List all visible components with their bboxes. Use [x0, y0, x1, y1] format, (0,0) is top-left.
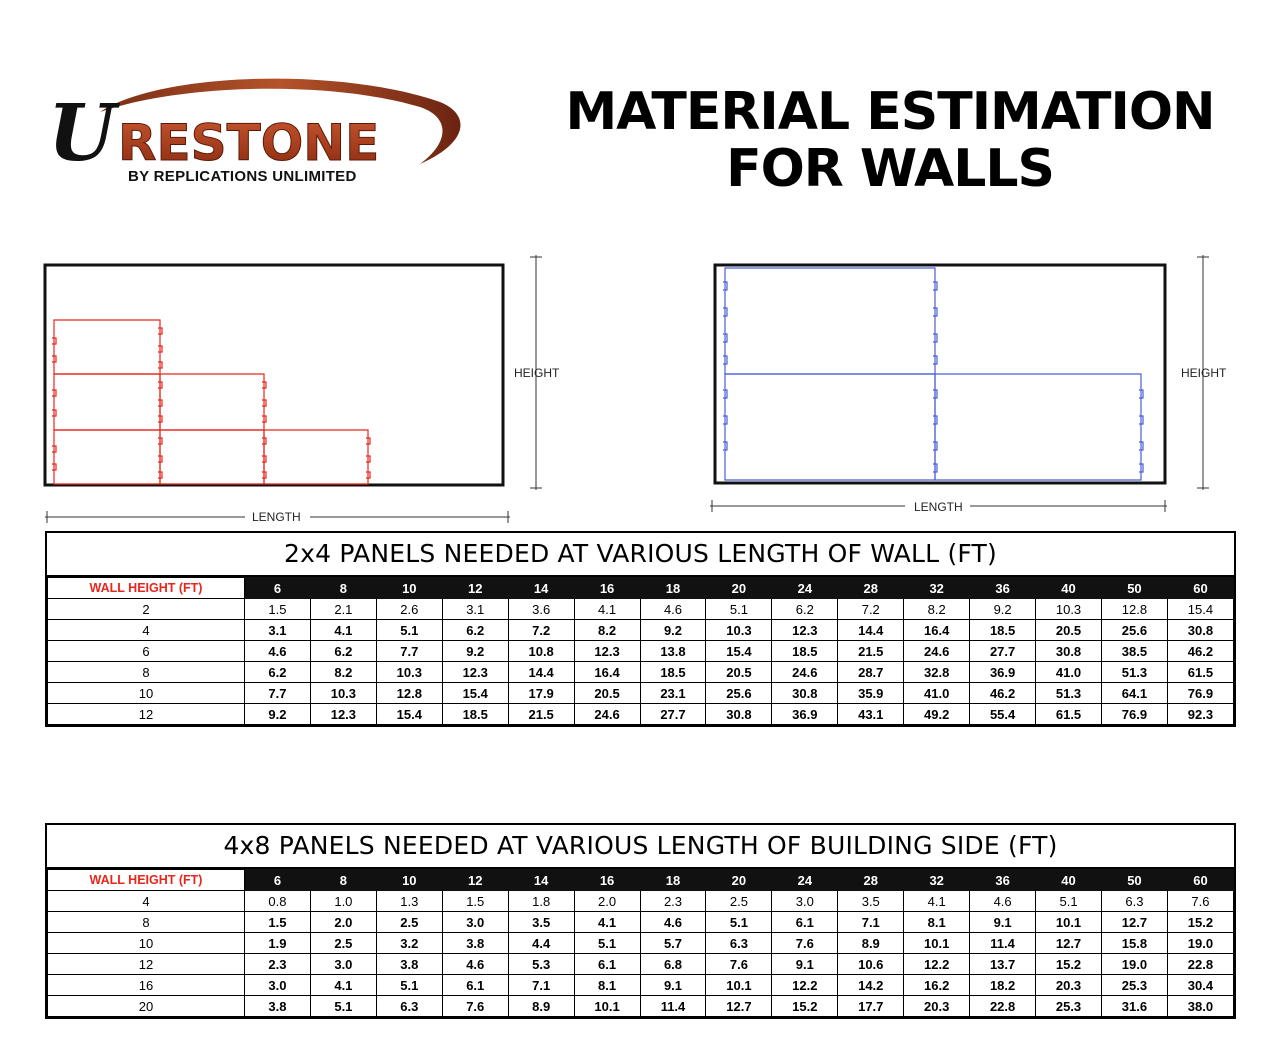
- panel-count-cell: 6.2: [772, 599, 838, 620]
- panel-count-cell: 3.8: [245, 996, 311, 1017]
- panel-count-cell: 5.7: [640, 933, 706, 954]
- wall-height-cell: 10: [48, 933, 245, 954]
- brand-logo: [40, 72, 480, 197]
- panel-count-cell: 12.7: [1101, 912, 1167, 933]
- panel-count-cell: 8.2: [904, 599, 970, 620]
- panel-count-cell: 10.1: [1036, 912, 1102, 933]
- panel-count-cell: 4.1: [574, 599, 640, 620]
- panel-count-cell: 22.8: [970, 996, 1036, 1017]
- panel-count-cell: 2.3: [640, 891, 706, 912]
- panel-count-cell: 5.1: [376, 620, 442, 641]
- panel: [264, 430, 368, 484]
- wall-height-cell: 2: [48, 599, 245, 620]
- panel-count-cell: 30.8: [772, 683, 838, 704]
- panel-count-cell: 7.1: [508, 975, 574, 996]
- logo-word: RESTONE: [118, 114, 380, 172]
- panel-count-cell: 20.5: [574, 683, 640, 704]
- title-line-2: FOR WALLS: [726, 139, 1054, 199]
- panel-count-cell: 20.5: [1036, 620, 1102, 641]
- panel-count-cell: 9.1: [970, 912, 1036, 933]
- panel-count-cell: 9.1: [772, 954, 838, 975]
- length-header: 18: [640, 578, 706, 599]
- wall-diagram-4x8: [705, 250, 1230, 520]
- panel-count-cell: 36.9: [772, 704, 838, 725]
- panel-count-cell: 4.6: [970, 891, 1036, 912]
- panel-count-cell: 5.1: [310, 996, 376, 1017]
- panel-count-cell: 61.5: [1167, 662, 1233, 683]
- panel-count-cell: 76.9: [1167, 683, 1233, 704]
- panel-count-cell: 19.0: [1167, 933, 1233, 954]
- panel: [725, 374, 935, 480]
- panel-count-cell: 61.5: [1036, 704, 1102, 725]
- panel-count-cell: 8.1: [904, 912, 970, 933]
- wall-height-cell: 4: [48, 891, 245, 912]
- table-2x4-panels: [45, 531, 1236, 727]
- panel-count-cell: 24.6: [772, 662, 838, 683]
- panel-count-cell: 2.0: [310, 912, 376, 933]
- panel-count-cell: 28.7: [838, 662, 904, 683]
- panel-stack-blue: [723, 268, 1143, 480]
- length-header: 14: [508, 578, 574, 599]
- panel-count-cell: 18.2: [970, 975, 1036, 996]
- panel-count-cell: 4.1: [574, 912, 640, 933]
- panel-count-cell: 22.8: [1167, 954, 1233, 975]
- panel-count-cell: 38.5: [1101, 641, 1167, 662]
- panel-count-cell: 5.1: [574, 933, 640, 954]
- panel-count-cell: 17.9: [508, 683, 574, 704]
- panel-count-cell: 18.5: [640, 662, 706, 683]
- length-header: 24: [772, 870, 838, 891]
- panel-count-cell: 4.6: [245, 641, 311, 662]
- panel-count-cell: 7.6: [442, 996, 508, 1017]
- panel-count-cell: 5.1: [376, 975, 442, 996]
- panel-count-cell: 55.4: [970, 704, 1036, 725]
- table-row: [48, 662, 1234, 683]
- panel-count-cell: 7.7: [376, 641, 442, 662]
- table-row: [48, 683, 1234, 704]
- panel-count-cell: 10.6: [838, 954, 904, 975]
- panel-count-cell: 8.9: [508, 996, 574, 1017]
- panel-count-cell: 27.7: [970, 641, 1036, 662]
- panel-count-cell: 46.2: [970, 683, 1036, 704]
- length-header: 6: [245, 578, 311, 599]
- table-title: 2x4 PANELS NEEDED AT VARIOUS LENGTH OF WALL (FT): [47, 533, 1234, 577]
- table-row: [48, 996, 1234, 1017]
- panel-count-cell: 7.6: [706, 954, 772, 975]
- panel-count-cell: 12.8: [376, 683, 442, 704]
- panel-count-cell: 6.1: [772, 912, 838, 933]
- panel-count-cell: 38.0: [1167, 996, 1233, 1017]
- logo-tagline: BY REPLICATIONS UNLIMITED: [128, 168, 357, 185]
- panel-count-cell: 36.9: [970, 662, 1036, 683]
- height-label-right: HEIGHT: [1181, 366, 1227, 380]
- length-header: 20: [706, 578, 772, 599]
- panel-count-cell: 43.1: [838, 704, 904, 725]
- wall-height-cell: 8: [48, 662, 245, 683]
- panel-count-cell: 6.3: [376, 996, 442, 1017]
- panel-count-cell: 49.2: [904, 704, 970, 725]
- panel-count-cell: 32.8: [904, 662, 970, 683]
- panel-count-cell: 15.4: [1167, 599, 1233, 620]
- length-header: 36: [970, 578, 1036, 599]
- panel-count-cell: 15.2: [1036, 954, 1102, 975]
- panel-count-cell: 92.3: [1167, 704, 1233, 725]
- length-header: 40: [1036, 870, 1102, 891]
- panel-count-cell: 30.8: [1167, 620, 1233, 641]
- length-header: 12: [442, 578, 508, 599]
- table-row: [48, 704, 1234, 725]
- panel-count-cell: 9.2: [640, 620, 706, 641]
- panel-count-cell: 25.3: [1101, 975, 1167, 996]
- panel-count-cell: 12.2: [772, 975, 838, 996]
- page-title: [540, 84, 1240, 198]
- panel-count-cell: 14.4: [508, 662, 574, 683]
- length-header: 10: [376, 870, 442, 891]
- panel-count-cell: 1.5: [245, 912, 311, 933]
- height-label-left: HEIGHT: [514, 366, 560, 380]
- length-header: 60: [1167, 578, 1233, 599]
- panel-count-cell: 19.0: [1101, 954, 1167, 975]
- panel-count-cell: 7.6: [772, 933, 838, 954]
- table-header-row: [48, 870, 1234, 891]
- panel-notches: [52, 328, 370, 478]
- panel: [160, 430, 264, 484]
- panel-count-cell: 5.3: [508, 954, 574, 975]
- panel-count-cell: 3.1: [245, 620, 311, 641]
- panel: [54, 430, 160, 484]
- panel: [725, 268, 935, 374]
- panel-count-cell: 1.8: [508, 891, 574, 912]
- table-title: 4x8 PANELS NEEDED AT VARIOUS LENGTH OF BUILDING SIDE (FT): [47, 825, 1234, 869]
- table-header-row: [48, 578, 1234, 599]
- panel-count-cell: 9.2: [245, 704, 311, 725]
- panel-count-cell: 10.3: [706, 620, 772, 641]
- panel-count-cell: 15.8: [1101, 933, 1167, 954]
- panel-count-cell: 12.7: [706, 996, 772, 1017]
- panel-count-cell: 1.0: [310, 891, 376, 912]
- panel-count-cell: 0.8: [245, 891, 311, 912]
- panel-count-cell: 3.0: [245, 975, 311, 996]
- table-row: [48, 912, 1234, 933]
- table-row: [48, 891, 1234, 912]
- panel-count-cell: 1.3: [376, 891, 442, 912]
- panel-count-cell: 30.8: [1036, 641, 1102, 662]
- panel-count-cell: 6.1: [574, 954, 640, 975]
- length-label-left: LENGTH: [252, 510, 301, 524]
- panel-count-cell: 20.3: [1036, 975, 1102, 996]
- panel-count-cell: 23.1: [640, 683, 706, 704]
- panel-count-cell: 8.1: [574, 975, 640, 996]
- panel-count-cell: 17.7: [838, 996, 904, 1017]
- length-header: 36: [970, 870, 1036, 891]
- panel-count-cell: 12.3: [442, 662, 508, 683]
- panel-count-cell: 13.7: [970, 954, 1036, 975]
- length-header: 16: [574, 870, 640, 891]
- logo-graphic: [40, 72, 480, 182]
- length-header: 32: [904, 870, 970, 891]
- panel-count-cell: 31.6: [1101, 996, 1167, 1017]
- table-row: [48, 954, 1234, 975]
- panel-count-cell: 21.5: [838, 641, 904, 662]
- panel-count-cell: 25.6: [706, 683, 772, 704]
- panel-count-cell: 9.2: [442, 641, 508, 662]
- panel-count-cell: 3.2: [376, 933, 442, 954]
- panel-count-cell: 5.1: [706, 599, 772, 620]
- panel-count-cell: 9.1: [640, 975, 706, 996]
- wall-height-cell: 8: [48, 912, 245, 933]
- panel-count-cell: 1.9: [245, 933, 311, 954]
- panel-count-cell: 15.4: [706, 641, 772, 662]
- panel-count-cell: 41.0: [1036, 662, 1102, 683]
- title-line-1: MATERIAL ESTIMATION: [565, 82, 1215, 142]
- length-header: 32: [904, 578, 970, 599]
- panel-count-cell: 46.2: [1167, 641, 1233, 662]
- panel-count-cell: 25.6: [1101, 620, 1167, 641]
- panel-count-cell: 76.9: [1101, 704, 1167, 725]
- panel-count-cell: 1.5: [442, 891, 508, 912]
- length-header: 16: [574, 578, 640, 599]
- panel: [54, 320, 160, 374]
- panel-count-cell: 1.5: [245, 599, 311, 620]
- panel-count-cell: 2.5: [376, 912, 442, 933]
- panel-count-cell: 16.4: [574, 662, 640, 683]
- panel-count-cell: 12.3: [772, 620, 838, 641]
- panel-count-cell: 6.2: [442, 620, 508, 641]
- wall-height-cell: 10: [48, 683, 245, 704]
- panel-count-cell: 7.2: [838, 599, 904, 620]
- panel-count-cell: 4.1: [904, 891, 970, 912]
- panel-count-cell: 7.2: [508, 620, 574, 641]
- length-label-right: LENGTH: [914, 500, 963, 514]
- length-header: 8: [310, 578, 376, 599]
- wall-height-cell: 16: [48, 975, 245, 996]
- panel-count-cell: 5.1: [1036, 891, 1102, 912]
- panel-count-cell: 25.3: [1036, 996, 1102, 1017]
- panel-count-cell: 18.5: [970, 620, 1036, 641]
- panel-count-cell: 21.5: [508, 704, 574, 725]
- panel-count-cell: 30.8: [706, 704, 772, 725]
- panel-count-cell: 10.3: [376, 662, 442, 683]
- panel-count-cell: 27.7: [640, 704, 706, 725]
- panel-count-cell: 12.8: [1101, 599, 1167, 620]
- panel-count-cell: 64.1: [1101, 683, 1167, 704]
- panel-count-cell: 4.6: [442, 954, 508, 975]
- panel-count-cell: 6.1: [442, 975, 508, 996]
- panel-count-cell: 16.4: [904, 620, 970, 641]
- panel-count-cell: 3.0: [310, 954, 376, 975]
- panel-count-cell: 2.5: [706, 891, 772, 912]
- panel-count-cell: 7.6: [1167, 891, 1233, 912]
- length-header: 28: [838, 870, 904, 891]
- length-header: 28: [838, 578, 904, 599]
- panel-count-cell: 2.5: [310, 933, 376, 954]
- wall-height-cell: 12: [48, 954, 245, 975]
- wall-height-cell: 12: [48, 704, 245, 725]
- panel-count-cell: 2.3: [245, 954, 311, 975]
- panel-count-cell: 4.1: [310, 620, 376, 641]
- panel-count-cell: 3.5: [508, 912, 574, 933]
- panel-count-cell: 16.2: [904, 975, 970, 996]
- panel-count-cell: 10.1: [904, 933, 970, 954]
- panel-count-cell: 12.3: [310, 704, 376, 725]
- panel-count-cell: 13.8: [640, 641, 706, 662]
- length-header: 50: [1101, 870, 1167, 891]
- panel-count-cell: 2.1: [310, 599, 376, 620]
- panel-count-cell: 8.2: [310, 662, 376, 683]
- panel-count-cell: 6.2: [310, 641, 376, 662]
- corner-label: WALL HEIGHT (FT): [48, 870, 245, 891]
- length-header: 14: [508, 870, 574, 891]
- length-header: 40: [1036, 578, 1102, 599]
- panel-count-cell: 10.3: [310, 683, 376, 704]
- panel-count-cell: 51.3: [1036, 683, 1102, 704]
- panel-count-cell: 15.4: [376, 704, 442, 725]
- panel-count-cell: 7.7: [245, 683, 311, 704]
- panel-notches: [723, 282, 1143, 472]
- panel-count-cell: 14.2: [838, 975, 904, 996]
- panel-count-cell: 10.3: [1036, 599, 1102, 620]
- panel-count-cell: 11.4: [970, 933, 1036, 954]
- panel-count-cell: 3.5: [838, 891, 904, 912]
- panel-count-cell: 3.0: [442, 912, 508, 933]
- length-header: 18: [640, 870, 706, 891]
- panel-count-cell: 8.2: [574, 620, 640, 641]
- panel-count-cell: 4.6: [640, 912, 706, 933]
- panel-count-cell: 3.8: [442, 933, 508, 954]
- panel-count-cell: 35.9: [838, 683, 904, 704]
- estimation-table: [47, 869, 1234, 1017]
- panel-count-cell: 6.3: [1101, 891, 1167, 912]
- panel-count-cell: 3.8: [376, 954, 442, 975]
- panel-count-cell: 10.1: [706, 975, 772, 996]
- panel-count-cell: 4.6: [640, 599, 706, 620]
- panel-count-cell: 6.3: [706, 933, 772, 954]
- panel: [54, 374, 160, 430]
- length-header: 60: [1167, 870, 1233, 891]
- length-header: 6: [245, 870, 311, 891]
- length-header: 8: [310, 870, 376, 891]
- length-header: 50: [1101, 578, 1167, 599]
- length-header: 24: [772, 578, 838, 599]
- wall-outline: [45, 265, 503, 485]
- panel-count-cell: 5.1: [706, 912, 772, 933]
- panel-count-cell: 6.8: [640, 954, 706, 975]
- panel-count-cell: 14.4: [838, 620, 904, 641]
- panel-count-cell: 12.7: [1036, 933, 1102, 954]
- panel-count-cell: 30.4: [1167, 975, 1233, 996]
- table-4x8-panels: [45, 823, 1236, 1019]
- table-row: [48, 641, 1234, 662]
- wall-height-cell: 4: [48, 620, 245, 641]
- panel-count-cell: 24.6: [574, 704, 640, 725]
- panel-count-cell: 8.9: [838, 933, 904, 954]
- panel-count-cell: 6.2: [245, 662, 311, 683]
- length-header: 12: [442, 870, 508, 891]
- panel: [935, 374, 1141, 480]
- wall-height-cell: 20: [48, 996, 245, 1017]
- panel-count-cell: 3.1: [442, 599, 508, 620]
- table-row: [48, 620, 1234, 641]
- panel-count-cell: 2.0: [574, 891, 640, 912]
- length-header: 10: [376, 578, 442, 599]
- panel-count-cell: 18.5: [442, 704, 508, 725]
- panel-count-cell: 11.4: [640, 996, 706, 1017]
- table-row: [48, 933, 1234, 954]
- estimation-table: [47, 577, 1234, 725]
- panel-count-cell: 20.5: [706, 662, 772, 683]
- corner-label: WALL HEIGHT (FT): [48, 578, 245, 599]
- panel-count-cell: 3.6: [508, 599, 574, 620]
- panel-count-cell: 15.4: [442, 683, 508, 704]
- panel-count-cell: 9.2: [970, 599, 1036, 620]
- panel-count-cell: 4.4: [508, 933, 574, 954]
- length-header: 20: [706, 870, 772, 891]
- panel-count-cell: 12.2: [904, 954, 970, 975]
- panel-count-cell: 2.6: [376, 599, 442, 620]
- wall-diagram-2x4: [40, 250, 560, 530]
- panel-count-cell: 24.6: [904, 641, 970, 662]
- panel-count-cell: 12.3: [574, 641, 640, 662]
- logo-letter-u: U: [48, 88, 117, 179]
- panel-count-cell: 4.1: [310, 975, 376, 996]
- panel-count-cell: 15.2: [772, 996, 838, 1017]
- panel-count-cell: 3.0: [772, 891, 838, 912]
- table-row: [48, 975, 1234, 996]
- panel-count-cell: 41.0: [904, 683, 970, 704]
- panel-count-cell: 10.8: [508, 641, 574, 662]
- panel-count-cell: 51.3: [1101, 662, 1167, 683]
- panel-count-cell: 15.2: [1167, 912, 1233, 933]
- panel-count-cell: 18.5: [772, 641, 838, 662]
- panel: [160, 374, 264, 430]
- panel-stack-red: [52, 320, 370, 484]
- wall-height-cell: 6: [48, 641, 245, 662]
- table-row: [48, 599, 1234, 620]
- panel-count-cell: 20.3: [904, 996, 970, 1017]
- panel-count-cell: 10.1: [574, 996, 640, 1017]
- panel-count-cell: 7.1: [838, 912, 904, 933]
